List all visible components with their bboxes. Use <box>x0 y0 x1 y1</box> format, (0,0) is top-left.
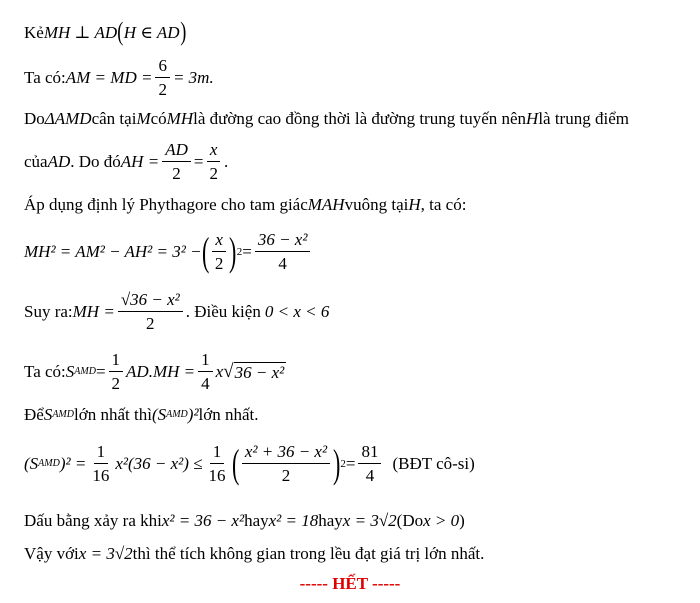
math: H <box>526 109 539 128</box>
numerator: 1 <box>94 442 109 464</box>
equals: = <box>95 362 106 382</box>
text: . Điều kiện <box>185 302 261 322</box>
math: )² <box>187 405 199 424</box>
text: , ta có: <box>420 195 467 214</box>
denominator: 4 <box>365 465 375 485</box>
math: AD.MH = <box>126 362 196 382</box>
text: là trung điểm <box>538 109 629 128</box>
math: MH = <box>72 302 115 322</box>
paren-right: ) <box>229 228 237 274</box>
fraction <box>162 140 191 183</box>
radicand: 36 − x² <box>234 363 285 383</box>
equals: = <box>345 454 356 474</box>
line-9: Để S AMD lớn nhất thì (S AMD )² lớn nhất. <box>24 405 259 424</box>
text: của <box>24 152 48 172</box>
line-2 <box>24 56 700 99</box>
math-expr: AM = MD = <box>65 68 153 88</box>
math: 0 < x < 6 <box>264 302 330 322</box>
math: (S <box>24 454 39 474</box>
text: Dấu bằng xảy ra khi <box>24 511 162 530</box>
math: x <box>215 362 224 382</box>
numerator: x <box>207 140 221 162</box>
fraction <box>255 230 311 273</box>
line-3 <box>24 110 700 127</box>
text: . <box>223 152 229 172</box>
fraction <box>206 140 221 183</box>
math: )² = <box>59 454 87 474</box>
math: x² = 36 − x² <box>161 511 245 530</box>
numerator: 1 <box>109 350 124 372</box>
denominator: 16 <box>92 465 110 485</box>
math: S <box>43 405 53 424</box>
text: thì thể tích không gian trong lều đạt giá trị lớn nhất. <box>132 544 485 563</box>
paren-right: ) <box>333 440 341 486</box>
text: Ta có: <box>24 68 66 88</box>
line-4 <box>24 140 700 183</box>
denominator: 16 <box>208 465 226 485</box>
denominator: 2 <box>172 163 181 183</box>
denominator: 2 <box>146 313 155 333</box>
text: hay <box>318 511 343 530</box>
fraction <box>358 442 381 485</box>
fraction <box>118 290 183 333</box>
denominator: 4 <box>201 373 210 393</box>
sqrt <box>223 362 286 381</box>
math: MH <box>166 109 194 128</box>
math-expr: MH ⊥ AD <box>43 22 118 42</box>
text: Ta có: <box>24 362 66 382</box>
line-10: (S AMD )² = $\frac{1}{16}$ x²(36 − x²) ≤ $\frac{1}{16}$ ( $\frac{\text{x² + 36 − x²}}{2}$ ) 2 = $\frac{81}{4}$ (BĐT cô-si) <box>24 440 475 486</box>
text: Suy ra: <box>24 302 73 322</box>
math-tail: = 3m. <box>172 68 214 88</box>
math: AD <box>47 152 71 172</box>
note: (BĐT cô-si) <box>392 454 475 474</box>
fraction <box>242 442 330 485</box>
text: Áp dụng định lý Phythagore cho tam giác <box>24 195 308 214</box>
math-paren: H ∈ AD <box>123 22 180 42</box>
math: (S <box>151 405 167 424</box>
math: H <box>408 195 421 214</box>
text: Để <box>24 405 44 424</box>
math: x = 3√2 <box>342 511 397 530</box>
denominator: 2 <box>158 79 167 99</box>
numerator: x <box>212 230 226 252</box>
radical-icon: √ <box>223 361 234 383</box>
numerator: 1 <box>198 350 213 372</box>
math-lhs: MH² = AM² − AH² = 3² − <box>24 242 202 262</box>
line-6: MH² = AM² − AH² = 3² − ( $\frac{x}{2}$ ) 2 = $\frac{\text{36 − x²}}{4}$ <box>24 230 700 273</box>
text: . Do đó <box>70 152 121 172</box>
text: là đường cao đồng thời là đường trung tuyến nên <box>193 109 527 128</box>
denominator: 2 <box>281 465 291 485</box>
text: cân tại <box>91 109 137 128</box>
text: ) <box>459 511 465 530</box>
math: x > 0 <box>423 511 460 530</box>
text: hay <box>244 511 269 530</box>
denominator: 4 <box>278 253 287 273</box>
fraction <box>206 442 229 485</box>
math: x²(36 − x²) ≤ <box>115 454 203 474</box>
text: lớn nhất. <box>198 405 259 424</box>
end-marker: ----- HẾT ----- <box>299 574 401 593</box>
fraction <box>198 350 213 393</box>
fraction <box>89 442 112 485</box>
denominator: 2 <box>209 163 218 183</box>
line-5 <box>24 196 700 213</box>
math: S <box>65 362 75 382</box>
line-11 <box>24 512 700 529</box>
fraction <box>109 350 124 393</box>
numerator: √36 − x² <box>118 290 183 312</box>
paren-left: ( <box>231 440 239 486</box>
text: có <box>150 109 167 128</box>
text: Vậy với <box>24 544 79 563</box>
math: M <box>136 109 151 128</box>
equals: = <box>242 242 252 262</box>
math: MAH <box>307 195 345 214</box>
paren-right: ) <box>179 17 186 46</box>
numerator: 1 <box>210 442 225 464</box>
numerator: x² + 36 − x² <box>242 442 330 464</box>
equals: = <box>193 152 204 172</box>
numerator: 36 − x² <box>255 230 311 252</box>
math: x = 3√2 <box>78 544 133 563</box>
denominator: 2 <box>214 253 224 273</box>
text: lớn nhất thì <box>74 405 152 424</box>
line-1 <box>24 19 700 45</box>
line-12 <box>24 545 700 562</box>
line-8: Ta có: S AMD = $\frac{1}{2}$ AD.MH = $\frac{1}{4}$ x √ 36 − x² <box>24 350 285 393</box>
numerator: AD <box>162 140 191 162</box>
text: vuông tại <box>344 195 409 214</box>
numerator: 81 <box>358 442 381 464</box>
text: (Do <box>396 511 424 530</box>
fraction <box>212 230 227 273</box>
text: Do <box>24 109 45 128</box>
denominator: 2 <box>111 373 121 393</box>
math: x² = 18 <box>268 511 319 530</box>
math: AH = <box>120 152 160 172</box>
line-7 <box>24 290 700 333</box>
paren-left: ( <box>201 228 209 274</box>
paren-left: ( <box>117 17 124 46</box>
fraction <box>155 56 170 99</box>
math: ΔAMD <box>44 109 92 128</box>
numerator: 6 <box>155 56 170 78</box>
text: Kẻ <box>24 22 44 42</box>
